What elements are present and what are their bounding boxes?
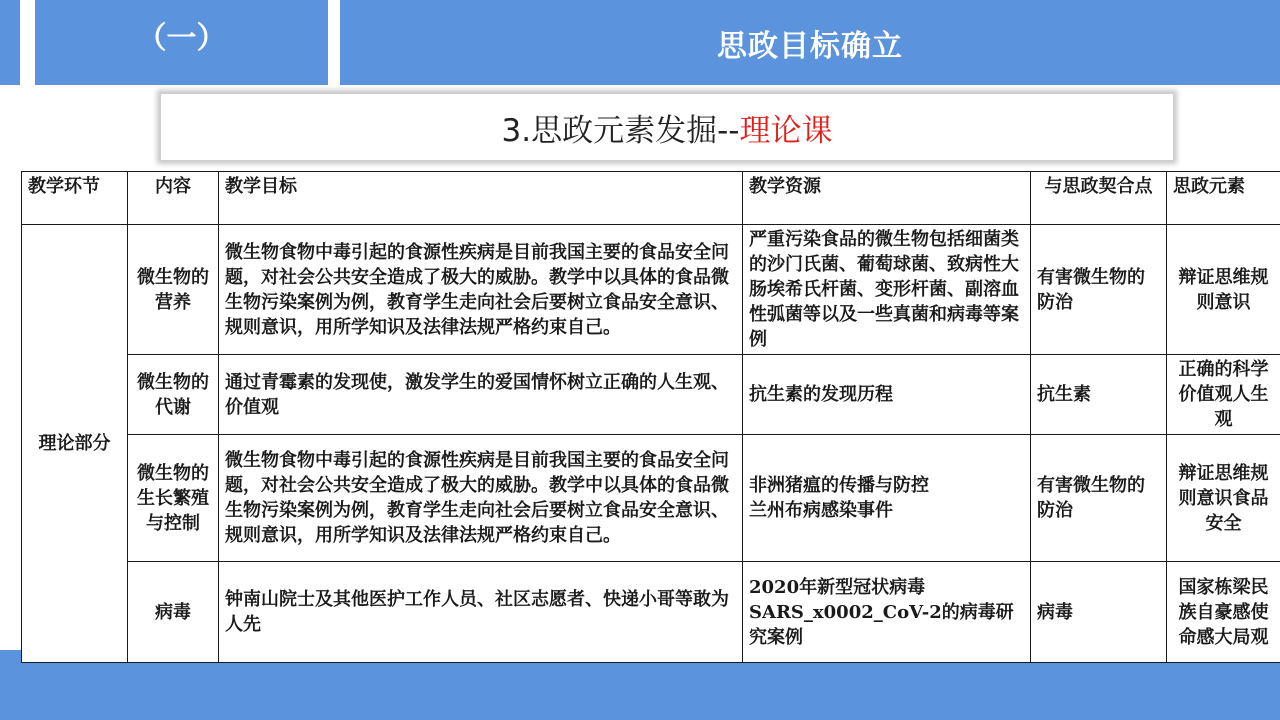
header-cell-resource: 教学资源 xyxy=(743,172,1031,225)
goal-cell: 微生物食物中毒引起的食源性疾病是目前我国主要的食品安全问题，对社会公共安全造成了极大的威胁。教学中以具体的食品微生物污染案例为例，教育学生走向社会后要树立食品安全意识、规则意识，用所学知识及法律法规严格约束自己。 xyxy=(219,435,743,562)
fit-cell: 有害微生物的防治 xyxy=(1031,225,1167,355)
resource-cell: 2020年新型冠状病毒SARS_x0002_CoV-2的病毒研究案例 xyxy=(743,562,1031,663)
subtitle-highlight: 理论课 xyxy=(739,112,833,149)
resource-cell xyxy=(743,435,1031,562)
table-row xyxy=(22,562,1280,663)
header-cell-fit: 与思政契合点 xyxy=(1031,172,1167,225)
fit-cell: 有害微生物的防治 xyxy=(1031,435,1167,562)
element-cell: 辩证思维规则意识 xyxy=(1167,225,1280,355)
header-cell-goal: 教学目标 xyxy=(219,172,743,225)
content-cell: 微生物的代谢 xyxy=(128,355,219,435)
content-cell: 病毒 xyxy=(128,562,219,663)
header-band-left xyxy=(0,0,20,85)
section-label-cell: 理论部分 xyxy=(22,225,128,663)
element-cell: 正确的科学价值观人生观 xyxy=(1167,355,1280,435)
fit-cell: 病毒 xyxy=(1031,562,1167,663)
header-cell-stage: 教学环节 xyxy=(22,172,128,225)
table-row xyxy=(22,225,1280,355)
subtitle-prefix: 3.思政元素发掘-- xyxy=(501,112,740,149)
content-cell: 微生物的营养 xyxy=(128,225,219,355)
fit-cell: 抗生素 xyxy=(1031,355,1167,435)
header-cell-content: 内容 xyxy=(128,172,219,225)
curriculum-table xyxy=(21,171,1280,663)
goal-cell: 微生物食物中毒引起的食源性疾病是目前我国主要的食品安全问题，对社会公共安全造成了极大的威胁。教学中以具体的食品微生物污染案例为例，教育学生走向社会后要树立食品安全意识、规则意识，用所学知识及法律法规严格约束自己。 xyxy=(219,225,743,355)
resource-cell: 抗生素的发现历程 xyxy=(743,355,1031,435)
element-cell: 国家栋梁民族自豪感使命感大局观 xyxy=(1167,562,1280,663)
header-bar xyxy=(0,0,1280,85)
page-title: 思政目标确立 xyxy=(717,28,903,64)
content-cell: 微生物的生长繁殖与控制 xyxy=(128,435,219,562)
header-cell-element: 思政元素 xyxy=(1167,172,1280,225)
element-cell: 辩证思维规则意识食品安全 xyxy=(1167,435,1280,562)
table-header-row xyxy=(22,172,1280,225)
table-row xyxy=(22,355,1280,435)
table-row xyxy=(22,435,1280,562)
subtitle-box xyxy=(160,93,1174,161)
resource-line: 非洲猪瘟的传播与防控 xyxy=(749,475,929,496)
resource-cell: 严重污染食品的微生物包括细菌类的沙门氏菌、葡萄球菌、致病性大肠埃希氏杆菌、变形杆菌、副溶血性弧菌等以及一些真菌和病毒等案例 xyxy=(743,225,1031,355)
section-number: （一） xyxy=(136,21,227,56)
goal-cell: 通过青霉素的发现使，激发学生的爱国情怀树立正确的人生观、价值观 xyxy=(219,355,743,435)
goal-cell: 钟南山院士及其他医护工作人员、社区志愿者、快递小哥等敢为人先 xyxy=(219,562,743,663)
resource-line: 兰州布病感染事件 xyxy=(749,500,893,521)
